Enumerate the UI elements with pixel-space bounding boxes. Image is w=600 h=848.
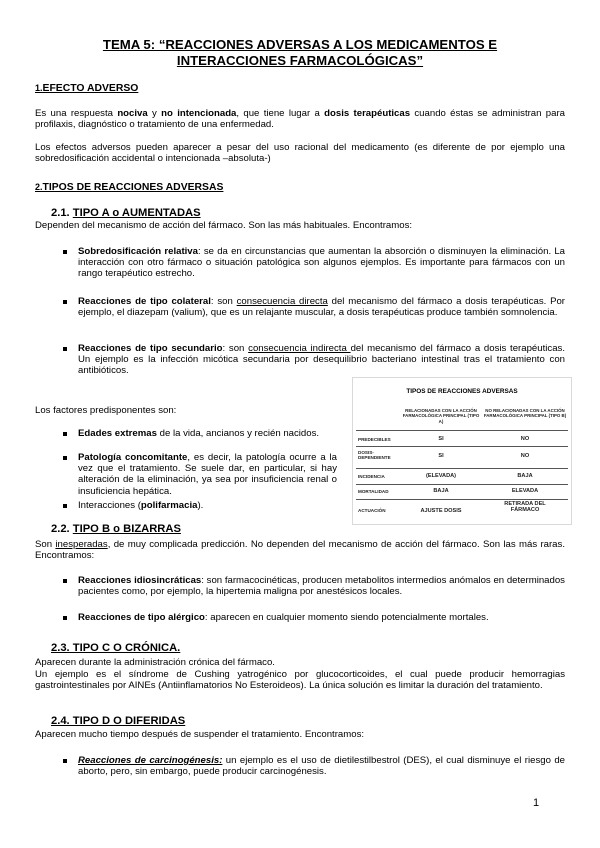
table-row-label: MORTALIDAD	[358, 489, 389, 494]
factor-interacciones: Interacciones (polifarmacia).	[78, 500, 337, 511]
table-rule	[356, 499, 568, 500]
section-2-heading	[35, 182, 223, 193]
section-1-number: 1.	[35, 83, 43, 93]
table-cell: NO	[520, 453, 530, 459]
section-1-paragraph-1: Es una respuesta nociva y no intencionada, que tiene lugar a dosis terapéuticas cuando éstas se administran para profilaxis, diagnóstico o tratamiento de una enfermedad.	[35, 108, 565, 131]
table-cell: BAJA	[433, 488, 449, 494]
table-header-tipo-a: RELACIONADAS CON LA ACCIÓN FARMACOLÓGICA PRINCIPAL (TIPO A)	[402, 408, 480, 424]
page-number: 1	[533, 797, 540, 809]
table-cell: NO	[520, 436, 530, 442]
title-line-2: INTERACCIONES FARMACOLÓGICAS”	[176, 52, 424, 68]
reacciones-adversas-table	[352, 377, 572, 525]
subsection-2-1-intro: Dependen del mecanismo de acción del fármaco. Son las más habituales. Encontramos:	[35, 220, 413, 231]
table-title: TIPOS DE REACCIONES ADVERSAS	[406, 388, 518, 395]
table-rule	[356, 430, 568, 431]
bullet-tipo-colateral: Reacciones de tipo colateral: son consecuencia directa del mecanismo del fármaco a dosis terapéuticas. Por ejemplo, el diazepam (valium), que es un relajante muscular, a dosis terapéuticas produce también somnolencia.	[78, 296, 565, 319]
table-cell: ELEVADA	[511, 488, 539, 494]
factor-patologia-concomitante: Patología concomitante, es decir, la patología ocurre a la vez que el tratamiento. Se suele dar, en particular, si hay alteración de la eliminación, ya sea por insuficiencia renal o insuficiencia hepática.	[78, 452, 338, 497]
section-2-number: 2.	[35, 182, 43, 192]
table-row-label: ACTUACIÓN	[358, 508, 386, 513]
section-1-heading	[35, 83, 138, 94]
table-rule	[356, 446, 568, 447]
bullet-idiosincraticas: Reacciones idiosincráticas: son farmacocinéticas, producen metabolitos intermedios anómalos en determinados pacientes como, por ejemplo, la hipertemia maligna por anestésicos locales.	[78, 575, 565, 598]
subsection-2-4-heading: 2.4. TIPO D O DIFERIDAS	[51, 715, 186, 727]
subsection-2-1-heading: 2.1. TIPO A o AUMENTADAS	[51, 207, 201, 219]
table-rule	[356, 484, 568, 485]
table-cell: BAJA	[517, 473, 533, 479]
subsection-2-2-heading: 2.2. TIPO B o BIZARRAS	[51, 523, 181, 535]
table-rule	[356, 468, 568, 469]
bullet-sobredosificacion: Sobredosificación relativa: se da en circunstancias que aumentan la absorción o disminuyen la eliminación. La interacción con otro fármaco o situación patológica son algunos ejemplos. Es importante para fármacos con un rango terapéutico estrecho.	[78, 246, 565, 280]
section-1-paragraph-2: Los efectos adversos pueden aparecer a pesar del uso racional del medicamento (es diferente de por ejemplo una sobredosificación accidental o intencionada –absoluta-)	[35, 142, 565, 165]
table-row-label: INCIDENCIA	[358, 474, 385, 479]
subsection-2-4-paragraph-1: Aparecen mucho tiempo después de suspender el tratamiento. Encontramos:	[35, 729, 365, 740]
bullet-tipo-alergico: Reacciones de tipo alérgico: aparecen en cualquier momento siendo potencialmente mortales.	[78, 612, 565, 623]
section-1-title: EFECTO ADVERSO	[42, 83, 139, 94]
title-line-1: TEMA 5: “REACCIONES ADVERSAS A LOS MEDICAMENTOS E	[102, 37, 498, 52]
subsection-2-3-heading: 2.3. TIPO C O CRÓNICA.	[51, 642, 181, 654]
table-row-label: DOSIS-DEPENDIENTE	[358, 450, 391, 461]
factor-edades-extremas: Edades extremas de la vida, ancianos y recién nacidos.	[78, 428, 337, 439]
bullet-tipo-secundario: Reacciones de tipo secundario: son consecuencia indirecta del mecanismo del fármaco a dosis terapéuticas. Un ejemplo es la infección micótica secundaria por desequilibrio bacteriano intestinal tras el tratamiento con antibióticos.	[78, 343, 565, 377]
table-cell: SI	[438, 453, 444, 459]
table-row-label: PREDECIBLES	[358, 437, 391, 442]
table-cell: RETIRADA DEL FÁRMACO	[504, 501, 546, 514]
bullet-carcinogenesis: Reacciones de carcinogénesis: un ejemplo es el uso de dietilestilbestrol (DES), el cual disminuye el riesgo de aborto, pero, sin embargo, puede producir carcinogénesis.	[78, 755, 565, 778]
table-cell: (ELEVADA)	[425, 473, 457, 479]
section-2-title: TIPOS DE REACCIONES ADVERSAS	[42, 182, 224, 193]
subsection-2-2-intro: Son inesperadas, de muy complicada predicción. No dependen del mecanismo de acción del fármaco. Son las más raras. Encontramos:	[35, 539, 565, 562]
table-header-tipo-b: NO RELACIONADAS CON LA ACCIÓN FARMACOLÓGICA PRINCIPAL (TIPO B)	[483, 408, 567, 419]
factores-predisponentes: Los factores predisponentes son:	[35, 405, 177, 416]
table-cell: AJUSTE DOSIS	[420, 508, 462, 514]
document-title	[40, 37, 560, 68]
subsection-2-3-paragraph-1: Aparecen durante la administración crónica del fármaco.	[35, 657, 275, 668]
table-cell: SI	[438, 436, 444, 442]
subsection-2-3-paragraph-2: Un ejemplo es el síndrome de Cushing yatrogénico por glucocorticoides, el cual puede producir hemorragias gastrointestinales por AINEs (Antiinflamatorios No Esteroideos). La única solución es limitar la duración del tratamiento.	[35, 669, 565, 692]
